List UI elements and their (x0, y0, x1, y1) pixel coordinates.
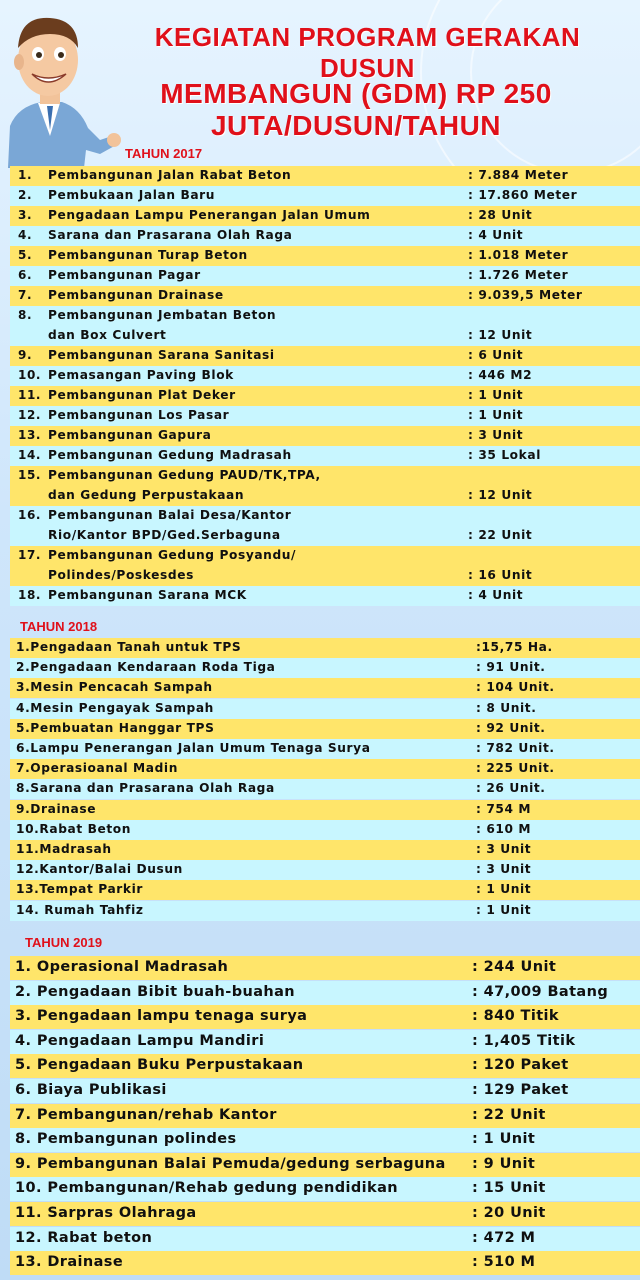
item-label: 4. Pengadaan Lampu Mandiri (15, 1032, 265, 1049)
item-label: 11. Sarpras Olahraga (15, 1205, 197, 1221)
list-item-2017 (10, 166, 640, 186)
item-number: 6. (18, 268, 33, 282)
item-value: : 35 Lokal (468, 448, 541, 462)
item-label: 7. Pembangunan/rehab Kantor (15, 1106, 277, 1123)
list-item-2018 (10, 820, 640, 840)
item-value: : 47,009 Batang (472, 983, 609, 1000)
item-label: 14. Rumah Tahfiz (16, 902, 144, 917)
item-value: : 225 Unit. (476, 761, 555, 776)
item-label-continued: dan Gedung Perpustakaan (48, 488, 245, 502)
item-label: 10.Rabat Beton (16, 821, 132, 836)
item-number: 1. (18, 168, 33, 182)
item-label: 5. Pengadaan Buku Perpustakaan (15, 1057, 304, 1074)
item-value: : 4 Unit (468, 228, 524, 242)
item-label: 6.Lampu Penerangan Jalan Umum Tenaga Surya (16, 741, 371, 755)
item-number: 7. (18, 288, 33, 302)
header-title-line2: MEMBANGUN (GDM) RP 250 JUTA/DUSUN/TAHUN (160, 78, 552, 141)
item-label: Pembangunan Jembatan Beton (48, 308, 277, 322)
year-heading-2019: TAHUN 2019 (25, 935, 103, 950)
list-item-2018 (10, 800, 640, 820)
item-number: 3. (18, 208, 33, 222)
list-item-2017 (10, 406, 640, 426)
list-item-2017 (10, 206, 640, 226)
item-value: : 610 M (476, 821, 532, 836)
item-value: : 26 Unit. (476, 781, 546, 796)
item-label: Pembangunan Gedung Madrasah (48, 448, 292, 462)
item-value: : 3 Unit (476, 862, 532, 877)
item-value: : 22 Unit (468, 528, 533, 542)
item-value: : 1 Unit (468, 388, 524, 402)
item-label: 5.Pembuatan Hanggar TPS (16, 720, 215, 735)
item-label: Pembangunan Turap Beton (48, 248, 248, 262)
list-item-2019 (10, 1227, 640, 1251)
list-item-2017 (10, 446, 640, 466)
item-label: 9. Pembangunan Balai Pemuda/gedung serbaguna (15, 1155, 446, 1172)
item-label: 13. Drainase (15, 1254, 124, 1271)
item-value: : 4 Unit (468, 588, 524, 602)
item-label: Pembangunan Gedung PAUD/TK,TPA, (48, 468, 321, 482)
item-label: 2.Pengadaan Kendaraan Roda Tiga (16, 660, 276, 675)
list-item-2017 (10, 246, 640, 266)
item-label: 10. Pembangunan/Rehab gedung pendidikan (15, 1180, 399, 1197)
list-item-2018 (10, 678, 640, 698)
item-label-continued: dan Box Culvert (48, 328, 167, 342)
item-value: : 472 M (472, 1229, 536, 1246)
item-value: : 7.884 Meter (468, 168, 569, 182)
item-label: Pembangunan Los Pasar (48, 408, 230, 422)
item-label: Pembukaan Jalan Baru (48, 188, 216, 202)
list-item-2019 (10, 1128, 640, 1152)
item-value: : 1,405 Titik (472, 1032, 576, 1049)
item-label: Pembangunan Pagar (48, 268, 201, 282)
item-label-continued: Polindes/Poskesdes (48, 568, 194, 582)
list-item-2017 (10, 386, 640, 406)
item-label: Pembangunan Plat Deker (48, 388, 236, 402)
list-item-2017 (10, 286, 640, 306)
list-item-2017 (10, 346, 640, 366)
item-label: 8.Sarana dan Prasarana Olah Raga (16, 781, 275, 796)
list-item-2018 (10, 779, 640, 799)
list-item-2017 (10, 586, 640, 606)
item-number: 15. (18, 468, 42, 482)
list-item-2017 (10, 546, 640, 586)
list-item-2019 (10, 956, 640, 980)
item-value: : 3 Unit (476, 842, 532, 856)
item-number: 17. (18, 548, 42, 562)
list-item-2018 (10, 840, 640, 860)
list-item-2018 (10, 658, 640, 678)
item-number: 8. (18, 308, 33, 322)
item-label: 1. Operasional Madrasah (15, 959, 229, 975)
item-number: 2. (18, 188, 33, 202)
list-item-2019 (10, 1054, 640, 1078)
item-label: 12.Kantor/Balai Dusun (16, 862, 183, 877)
item-value: : 1.726 Meter (468, 268, 569, 282)
list-item-2019 (10, 1202, 640, 1226)
list-item-2017 (10, 426, 640, 446)
list-item-2017 (10, 366, 640, 386)
item-number: 10. (18, 368, 42, 382)
item-value: : 22 Unit (472, 1106, 546, 1123)
item-label: 4.Mesin Pengayak Sampah (16, 700, 214, 715)
item-value: : 12 Unit (468, 488, 533, 502)
item-label: 3. Pengadaan lampu tenaga surya (15, 1008, 308, 1025)
header-title-line1: KEGIATAN PROGRAM GERAKAN DUSUN (154, 22, 581, 83)
item-value: : 120 Paket (472, 1057, 569, 1074)
list-item-2018 (10, 901, 640, 921)
item-number: 9. (18, 348, 33, 362)
item-label: Pembangunan Sarana MCK (48, 588, 247, 602)
item-number: 13. (18, 428, 42, 442)
item-value: : 20 Unit (472, 1205, 546, 1221)
item-label: Pembangunan Balai Desa/Kantor (48, 508, 292, 522)
list-item-2017 (10, 506, 640, 546)
list-item-2019 (10, 1251, 640, 1275)
item-value: : 9 Unit (472, 1155, 536, 1172)
item-label: 2. Pengadaan Bibit buah-buahan (15, 983, 296, 1000)
item-label: Pembangunan Sarana Sanitasi (48, 348, 275, 362)
item-label: Pengadaan Lampu Penerangan Jalan Umum (48, 208, 371, 222)
item-value: :15,75 Ha. (476, 640, 553, 654)
item-label: 9.Drainase (16, 801, 97, 816)
item-value: : 8 Unit. (476, 700, 537, 715)
list-item-2017 (10, 466, 640, 506)
item-value: : 244 Unit (472, 959, 557, 975)
item-label: Pembangunan Gapura (48, 428, 212, 442)
item-number: 4. (18, 228, 33, 242)
item-value: : 754 M (476, 801, 532, 816)
list-item-2017 (10, 266, 640, 286)
list-item-2018 (10, 860, 640, 880)
list-item-2018 (10, 759, 640, 779)
item-value: : 510 M (472, 1254, 536, 1271)
item-value: : 782 Unit. (476, 741, 555, 755)
list-item-2018 (10, 739, 640, 759)
item-value: : 446 M2 (468, 368, 533, 382)
item-value: : 6 Unit (468, 348, 524, 362)
list-item-2018 (10, 719, 640, 739)
item-value: : 16 Unit (468, 568, 533, 582)
item-value: : 15 Unit (472, 1180, 546, 1197)
list-item-2019 (10, 1005, 640, 1029)
item-value: : 28 Unit (468, 208, 533, 222)
item-label: Pembangunan Drainase (48, 288, 224, 302)
list-item-2018 (10, 880, 640, 900)
list-item-2019 (10, 1153, 640, 1177)
list-item-2019 (10, 1177, 640, 1201)
item-label: Pemasangan Paving Blok (48, 368, 234, 382)
item-value: : 3 Unit (468, 428, 524, 442)
item-value: : 1.018 Meter (468, 248, 569, 262)
item-label: Pembangunan Jalan Rabat Beton (48, 168, 292, 182)
item-value: : 17.860 Meter (468, 188, 578, 202)
list-item-2018 (10, 699, 640, 719)
item-value: : 104 Unit. (476, 680, 555, 695)
item-label: 8. Pembangunan polindes (15, 1131, 237, 1148)
item-value: : 91 Unit. (476, 660, 546, 675)
item-number: 5. (18, 248, 33, 262)
item-value: : 92 Unit. (476, 720, 546, 735)
item-label: 11.Madrasah (16, 842, 112, 856)
list-item-2017 (10, 226, 640, 246)
year-heading-2018: TAHUN 2018 (20, 619, 98, 634)
item-label: 3.Mesin Pencacah Sampah (16, 680, 213, 695)
list-item-2019 (10, 981, 640, 1005)
list-item-2019 (10, 1079, 640, 1103)
item-value: : 129 Paket (472, 1082, 569, 1098)
item-number: 11. (18, 388, 42, 402)
list-item-2018 (10, 638, 640, 658)
item-label: 7.Operasioanal Madin (16, 761, 178, 776)
year-heading-2017: TAHUN 2017 (125, 146, 203, 161)
item-value: : 840 Titik (472, 1008, 559, 1025)
item-number: 14. (18, 448, 42, 462)
list-item-2017 (10, 306, 640, 346)
item-number: 16. (18, 508, 42, 522)
item-label-continued: Rio/Kantor BPD/Ged.Serbaguna (48, 528, 281, 542)
list-item-2019 (10, 1104, 640, 1128)
item-label: 12. Rabat beton (15, 1229, 153, 1246)
item-label: Pembangunan Gedung Posyandu/ (48, 548, 297, 562)
item-value: : 1 Unit (476, 882, 532, 897)
item-number: 18. (18, 588, 42, 602)
item-label: 13.Tempat Parkir (16, 882, 143, 897)
item-value: : 9.039,5 Meter (468, 288, 583, 302)
item-value: : 12 Unit (468, 328, 533, 342)
item-value: : 1 Unit (468, 408, 524, 422)
list-item-2019 (10, 1030, 640, 1054)
item-label: 1.Pengadaan Tanah untuk TPS (16, 640, 242, 654)
list-item-2017 (10, 186, 640, 206)
item-label: Sarana dan Prasarana Olah Raga (48, 228, 293, 242)
item-number: 12. (18, 408, 42, 422)
item-label: 6. Biaya Publikasi (15, 1082, 167, 1098)
item-value: : 1 Unit (476, 902, 532, 917)
item-value: : 1 Unit (472, 1131, 536, 1148)
